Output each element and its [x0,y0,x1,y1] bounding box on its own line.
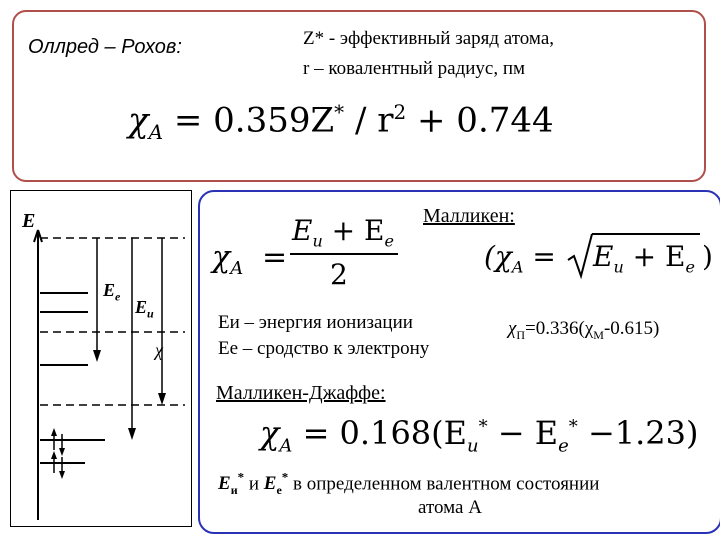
sqrt-radicand: $E_и + E_e$ [593,240,695,277]
allred-rochow-heading: Оллред – Рохов: [28,36,182,58]
mulliken-eq: = [262,240,288,275]
sqrt-sign [566,232,596,280]
formula-sub: A [148,120,164,145]
formula-power: 2 [393,100,407,124]
note-effective-charge: Z* - эффективный заряд атома, [303,28,554,49]
valence-state-note-line2: атома A [418,497,482,518]
definition-affinity: Eе – сродство к электрону [218,338,430,359]
sqrt-close: ) [702,240,713,273]
note-covalent-radius: r – ковалентный радиус, пм [303,58,526,79]
definition-ionization: Eи – энергия ионизации [218,312,413,333]
mulliken-chi: $\chi_A$ [212,240,244,279]
formula-coefficient: = 0.359Z [173,100,335,141]
allred-rochow-formula [128,100,554,144]
jaffe-formula: $\chi_A = 0.168(E_и^* - E_e^* -1.23)$ [260,414,699,457]
mulliken-fraction-bar [290,253,398,255]
valence-state-note: $E_и^*$ и $E_е^*$ в определенном валентном состоянии [218,470,600,498]
formula-star: * [334,100,345,124]
diagram-label-eu: $E_и$ [135,297,154,321]
sqrt-formula-left: ($\chi_A$ = [484,240,556,277]
formula-chi: χ [128,100,149,141]
mulliken-numerator: $E_и + E_e$ [292,214,394,251]
formula-constant: + 0.744 [417,100,554,141]
mulliken-title: Малликен: [423,205,515,227]
jaffe-title: Малликен-Джаффе: [216,382,386,404]
diagram-label-ee: $E_e$ [103,280,121,304]
mulliken-denominator: 2 [330,258,348,291]
pauling-relation: $\chi_П=0.336(\chi_M-0.615)$ [508,318,660,342]
sqrt-overline [592,233,700,235]
diagram-label-e: E [22,210,36,232]
diagram-label-chi: χ [155,340,163,360]
energy-diagram-svg [10,190,190,525]
formula-radius: / r [354,100,394,141]
